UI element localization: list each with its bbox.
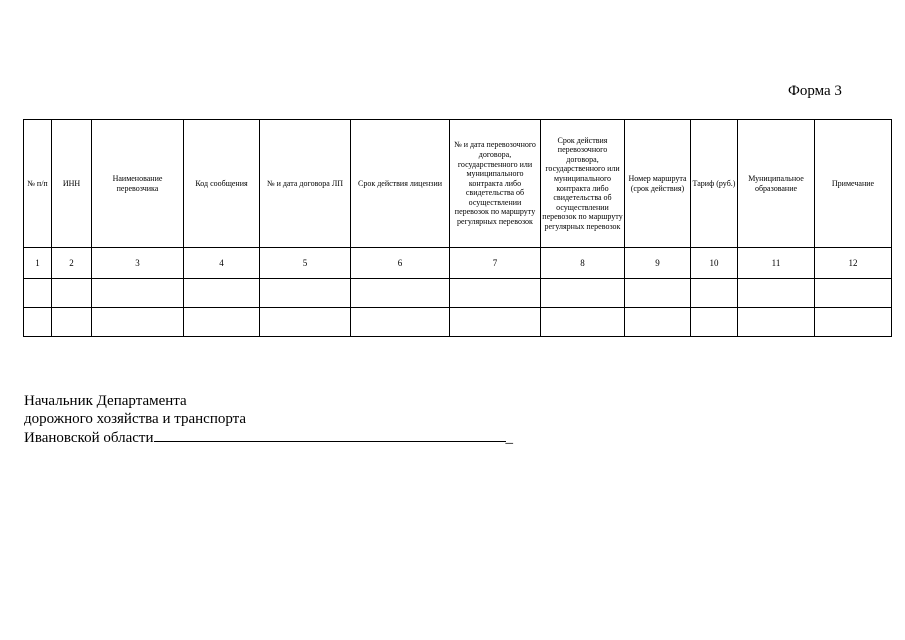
table-cell — [691, 308, 738, 337]
column-number: 1 — [24, 248, 52, 279]
signature-block — [24, 392, 513, 447]
signature-line — [154, 428, 506, 442]
table-cell — [52, 279, 92, 308]
table-cell — [815, 279, 892, 308]
column-header: № п/п — [24, 120, 52, 248]
data-table — [23, 119, 892, 337]
table-cell — [92, 308, 184, 337]
table-cell — [351, 279, 450, 308]
signature-title-line-1: Начальник Департамента — [24, 393, 187, 409]
column-header: Срок действия перевозочного договора, государственного или муниципального контракта либо свидетельства об осуществлении перевозок по маршруту регулярных перевозок — [541, 120, 625, 248]
table-cell — [184, 279, 260, 308]
table-row — [24, 308, 892, 337]
column-number: 6 — [351, 248, 450, 279]
table-cell — [260, 308, 351, 337]
column-number: 9 — [625, 248, 691, 279]
table-header-row — [24, 120, 892, 248]
column-number: 7 — [450, 248, 541, 279]
table-cell — [541, 279, 625, 308]
table-cell — [738, 308, 815, 337]
table-cell — [52, 308, 92, 337]
table-cell — [738, 279, 815, 308]
table-cell — [691, 279, 738, 308]
table-cell — [184, 308, 260, 337]
table-cell — [541, 308, 625, 337]
table-cell — [625, 308, 691, 337]
signature-line-end: _ — [505, 430, 513, 446]
column-header: Срок действия лицензии — [351, 120, 450, 248]
column-number: 5 — [260, 248, 351, 279]
column-number: 4 — [184, 248, 260, 279]
signature-title-line-3 — [24, 428, 513, 447]
table-cell — [24, 308, 52, 337]
column-number: 8 — [541, 248, 625, 279]
column-header: Муниципальное образование — [738, 120, 815, 248]
table-cell — [450, 279, 541, 308]
column-header: Тариф (руб.) — [691, 120, 738, 248]
empty-rows — [24, 279, 892, 337]
column-number: 12 — [815, 248, 892, 279]
column-number: 11 — [738, 248, 815, 279]
column-header: Наименование перевозчика — [92, 120, 184, 248]
table-cell — [351, 308, 450, 337]
column-header: № и дата договора ЛП — [260, 120, 351, 248]
table-cell — [92, 279, 184, 308]
column-header: Примечание — [815, 120, 892, 248]
column-number: 2 — [52, 248, 92, 279]
signature-org-name: Ивановской области — [24, 430, 154, 446]
column-header: № и дата перевозочного договора, государственного или муниципального контракта либо свидетельства об осуществлении перевозок по маршруту регулярных перевозок — [450, 120, 541, 248]
form-label: Форма 3 — [788, 83, 842, 99]
column-number: 3 — [92, 248, 184, 279]
table-cell — [625, 279, 691, 308]
column-header: ИНН — [52, 120, 92, 248]
column-number: 10 — [691, 248, 738, 279]
column-header: Номер маршрута (срок действия) — [625, 120, 691, 248]
table-cell — [24, 279, 52, 308]
signature-title-line-2: дорожного хозяйства и транспорта — [24, 411, 247, 427]
column-header: Код сообщения — [184, 120, 260, 248]
table-row — [24, 279, 892, 308]
table-cell — [815, 308, 892, 337]
column-number-row — [24, 248, 892, 279]
table-cell — [450, 308, 541, 337]
table-cell — [260, 279, 351, 308]
